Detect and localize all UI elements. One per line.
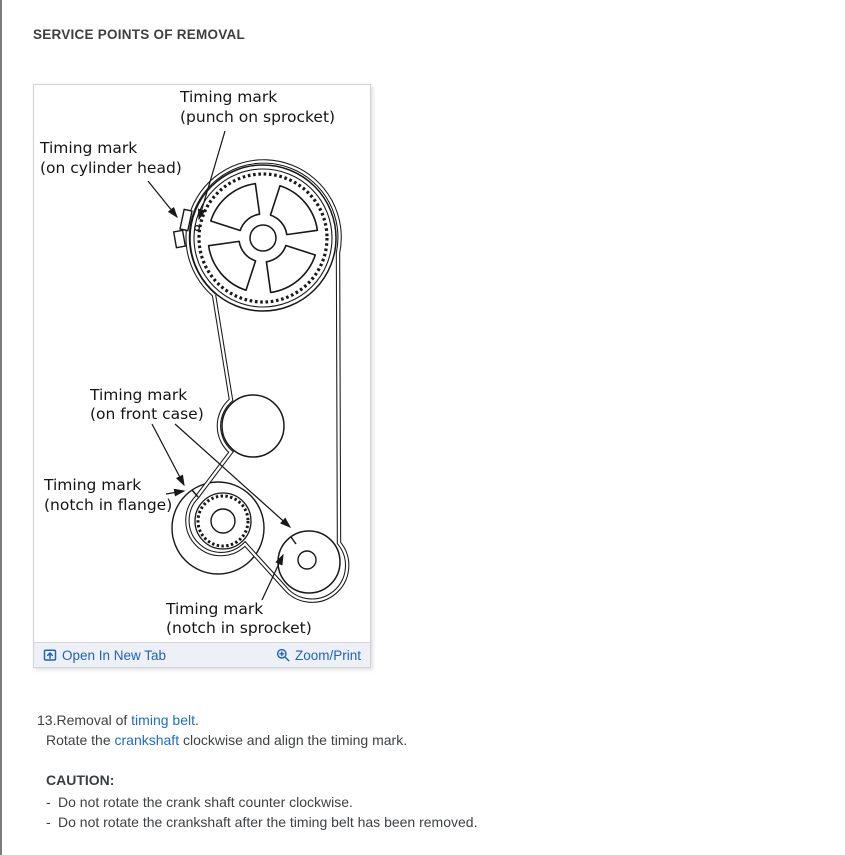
caution-heading: CAUTION: bbox=[46, 772, 115, 788]
timing-belt-link[interactable]: timing belt bbox=[131, 712, 195, 728]
label-punch-line2: (punch on sprocket) bbox=[180, 108, 336, 126]
small-sprocket bbox=[278, 531, 340, 593]
open-in-new-tab-link[interactable] bbox=[43, 648, 166, 663]
label-front-case-line1: Timing mark bbox=[90, 386, 188, 404]
crankshaft-sprocket bbox=[195, 493, 251, 549]
open-in-new-tab-label: Open In New Tab bbox=[62, 647, 167, 663]
label-front-case-line2: (on front case) bbox=[90, 405, 204, 423]
instruction-text-after: clockwise and align the timing mark. bbox=[179, 732, 408, 748]
label-cylinder-head-line1: Timing mark bbox=[40, 139, 138, 157]
page-title: SERVICE POINTS OF REMOVAL bbox=[33, 27, 246, 42]
caution-item-1 bbox=[46, 792, 477, 813]
label-flange-line1: Timing mark bbox=[44, 476, 142, 494]
zoom-print-label: Zoom/Print bbox=[294, 647, 361, 663]
step-text-before: Removal of bbox=[56, 712, 132, 728]
instruction-text-before: Rotate the bbox=[46, 732, 115, 748]
caution-block bbox=[46, 770, 477, 833]
bullet-dash: - bbox=[46, 814, 51, 830]
timing-belt-diagram bbox=[34, 85, 370, 642]
figure-toolbar bbox=[34, 642, 370, 667]
caution-item-2 bbox=[46, 812, 477, 833]
step-text-after: . bbox=[194, 712, 199, 728]
open-in-new-tab-icon bbox=[43, 648, 57, 662]
zoom-print-link[interactable] bbox=[276, 648, 361, 663]
camshaft-sprocket bbox=[190, 165, 336, 311]
label-bottom-sprocket-line2: (notch in sprocket) bbox=[166, 619, 312, 637]
crankshaft-link[interactable]: crankshaft bbox=[114, 732, 180, 748]
magnifier-plus-icon bbox=[276, 648, 290, 662]
rotate-instruction-line bbox=[46, 730, 407, 750]
label-flange-line2: (notch in flange) bbox=[44, 496, 173, 514]
bullet-dash: - bbox=[46, 793, 51, 810]
step-13-block bbox=[37, 710, 407, 750]
label-punch-line1: Timing mark bbox=[180, 88, 278, 106]
caution-item-text: Do not rotate the crank shaft counter clockwise. bbox=[58, 793, 353, 810]
step-13-line bbox=[37, 710, 407, 730]
timing-belt-figure bbox=[33, 84, 371, 668]
step-number: 13. bbox=[37, 712, 57, 728]
label-cylinder-head-line2: (on cylinder head) bbox=[40, 159, 182, 177]
window-edge-line bbox=[0, 0, 2, 855]
idler-pulley bbox=[222, 395, 284, 457]
caution-item-text: Do not rotate the crankshaft after the timing belt has been removed. bbox=[58, 814, 478, 830]
label-bottom-sprocket-line1: Timing mark bbox=[166, 600, 264, 618]
